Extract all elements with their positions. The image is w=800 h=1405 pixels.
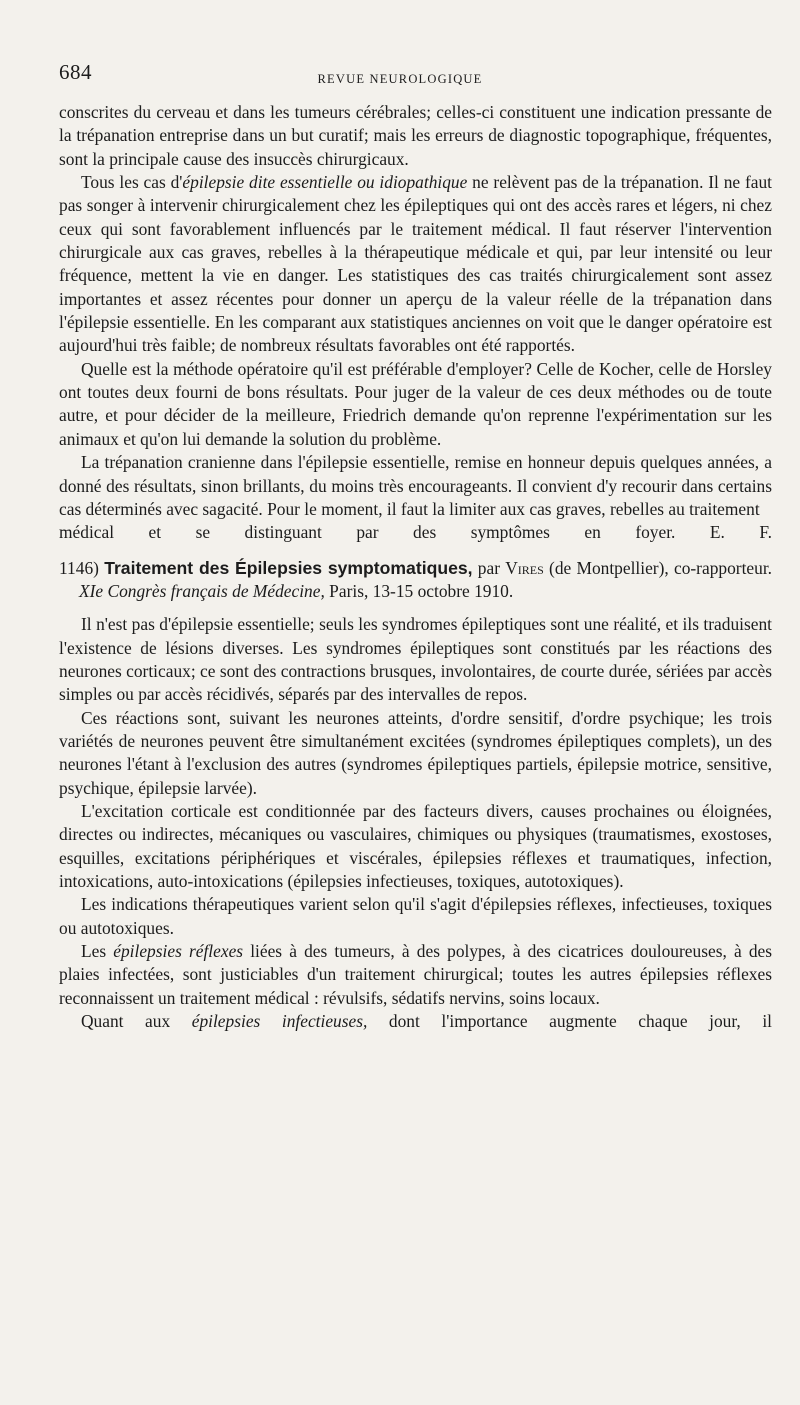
entry-congress: XIe Congrès français de Médecine,	[79, 580, 325, 601]
signature: E. F.	[709, 522, 772, 543]
bibliographic-entry: 1146) Traitement des Épilepsies symptomatiques, par Vires (de Montpellier), co-rapporteur. XIe Congrès français de Médecine, Paris, 13-15 octobre 1910.	[59, 557, 772, 601]
paragraph-4: La trépanation cranienne dans l'épilepsie essentielle, remise en honneur depuis quelques années, a donné des résultats, sinon brillants, du moins très encourageants. Il convient d'y recourir dans certains cas déterminés avec sagacité. Pour le moment, il faut la limiter aux cas graves, rebelles au traitement	[59, 452, 772, 519]
paragraph-7: L'excitation corticale est conditionnée par des facteurs divers, causes prochaines ou éloignées, directes ou indirectes, mécaniques ou vasculaires, chimiques ou physiques (traumatismes, exostoses, esquilles, excitations périphériques et viscérales, épilepsies réflexes et traumatiques, infection, intoxications, auto-intoxications (épilepsies infectieuses, toxiques, autotoxiques).	[59, 800, 772, 891]
article-body	[59, 101, 772, 1033]
paragraph-9: Les épilepsies réflexes liées à des tumeurs, à des polypes, à des cicatrices douloureuses, à des plaies infectées, sont justiciables d'un traitement chirurgical; toutes les autres épilepsies réflexes reconnaissent un traitement médical : révulsifs, sédatifs nervins, soins locaux.	[59, 941, 772, 1008]
paragraph-3: Quelle est la méthode opératoire qu'il est préférable d'employer? Celle de Kocher, celle de Horsley ont toutes deux fourni de bons résultats. Pour juger de la valeur de ces deux méthodes ou de toute autre, et pour décider de la meilleure, Friedrich demande qu'on reprenne l'expérimentation sur les animaux et qu'on lui demande la solution du problème.	[59, 358, 772, 449]
paragraph-4-last-line: médical et se distinguant par des symptômes en foyer. E. F.	[59, 522, 772, 543]
entry-number: 1146)	[59, 557, 99, 578]
paragraph-2: Tous les cas d'épilepsie dite essentielle ou idiopathique ne relèvent pas de la trépanation. Il ne faut pas songer à intervenir chirurgicalement chez les épileptiques qui ont des accès rares et légers, ni chez ceux qui sont favorablement influencés par le traitement médical. Il faut réserver l'intervention chirurgicale aux cas graves, rebelles à la thérapeutique médicale et qui, par leur intensité ou leur fréquence, mettent la vie en danger. Les statistiques des cas traités chirurgicalement sont assez importantes et assez récentes pour donner un aperçu de la valeur réelle de la trépanation dans l'épilepsie essentielle. En les comparant aux statistiques anciennes on voit que le danger opératoire est aujourd'hui très faible; de nombreux résultats favorables ont été rapportés.	[59, 172, 772, 356]
paragraph-1: conscrites du cerveau et dans les tumeurs cérébrales; celles-ci constituent une indication pressante de la trépanation entreprise dans un but curatif; mais les erreurs de diagnostic topographique, fréquentes, sont la principale cause des insuccès chirurgicaux.	[59, 102, 772, 169]
paragraph-8: Les indications thérapeutiques varient selon qu'il s'agit d'épilepsies réflexes, infectieuses, toxiques ou autotoxiques.	[59, 894, 772, 938]
emphasis-epilepsie-essentielle: épilepsie dite essentielle ou idiopathique	[182, 172, 468, 193]
running-title: REVUE NEUROLOGIQUE	[317, 72, 483, 86]
paragraph-5: Il n'est pas d'épilepsie essentielle; seuls les syndromes épileptiques sont une réalité, et ils traduisent l'existence de lésions diverses. Les syndromes épileptiques sont constitués par les réactions des neurones corticaux; ce sont des contractions brusques, involontaires, de courte durée, sériées par accès simples ou par accès récidivés, séparés par des intervalles de repos.	[59, 614, 772, 705]
entry-title: Traitement des Épilepsies symptomatiques,	[104, 557, 473, 578]
emphasis-epilepsies-reflexes: épilepsies réflexes	[113, 941, 244, 962]
page-number: 684	[59, 60, 92, 84]
entry-author: Vires	[505, 557, 544, 578]
paragraph-6: Ces réactions sont, suivant les neurones atteints, d'ordre sensitif, d'ordre psychique; les trois variétés de neurones peuvent être simultanément excitées (syndromes épileptiques complets), un des neurones l'étant à l'exclusion des autres (syndromes épileptiques partiels, épilepsie motrice, sensitive, psychique, épilepsie larvée).	[59, 707, 772, 798]
paragraph-10: Quant aux épilepsies infectieuses, dont l'importance augmente chaque jour, il	[81, 1011, 772, 1032]
emphasis-epilepsies-infectieuses: épilepsies infectieuses,	[191, 1011, 368, 1032]
